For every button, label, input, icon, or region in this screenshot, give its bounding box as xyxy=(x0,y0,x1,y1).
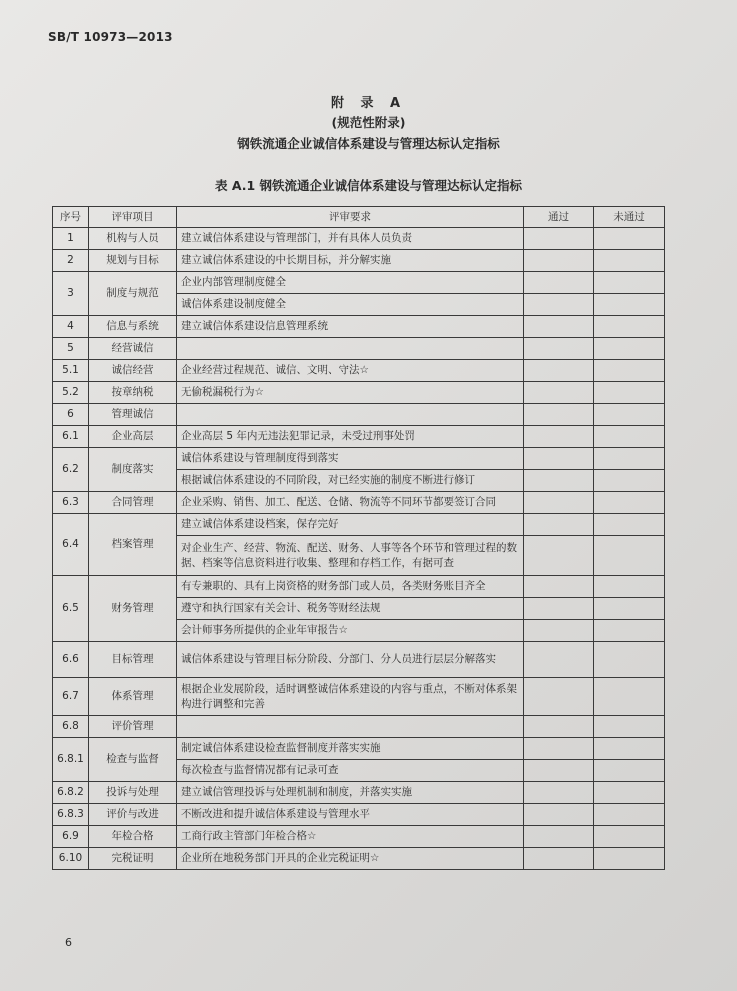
review-item: 信息与系统 xyxy=(89,316,177,338)
row-number: 6.3 xyxy=(53,492,89,514)
row-number: 6.8.2 xyxy=(53,782,89,804)
table-row xyxy=(53,426,665,448)
table-row xyxy=(53,382,665,404)
fail-cell[interactable] xyxy=(594,716,665,738)
pass-cell[interactable] xyxy=(524,826,594,848)
fail-cell[interactable] xyxy=(594,536,665,576)
review-requirement: 诚信体系建设制度健全 xyxy=(177,294,524,316)
review-requirement: 企业内部管理制度健全 xyxy=(177,272,524,294)
pass-cell[interactable] xyxy=(524,738,594,760)
pass-cell[interactable] xyxy=(524,782,594,804)
review-requirement: 建立诚信管理投诉与处理机制和制度，并落实实施 xyxy=(177,782,524,804)
table-row xyxy=(53,642,665,678)
pass-cell[interactable] xyxy=(524,272,594,294)
pass-cell[interactable] xyxy=(524,804,594,826)
review-requirement: 工商行政主管部门年检合格☆ xyxy=(177,826,524,848)
review-item: 机构与人员 xyxy=(89,228,177,250)
table-row xyxy=(53,826,665,848)
header-fail: 未通过 xyxy=(594,207,665,228)
review-requirement: 根据企业发展阶段，适时调整诚信体系建设的内容与重点，不断对体系架构进行调整和完善 xyxy=(177,678,524,716)
header-pass: 通过 xyxy=(524,207,594,228)
review-item: 评价管理 xyxy=(89,716,177,738)
review-requirement xyxy=(177,338,524,360)
review-item: 档案管理 xyxy=(89,514,177,576)
row-number: 1 xyxy=(53,228,89,250)
review-item: 合同管理 xyxy=(89,492,177,514)
pass-cell[interactable] xyxy=(524,404,594,426)
table-header-row xyxy=(53,207,665,228)
table-row xyxy=(53,404,665,426)
table-row xyxy=(53,448,665,470)
review-item: 制度与规范 xyxy=(89,272,177,316)
table-body xyxy=(53,228,665,870)
table-row xyxy=(53,272,665,294)
review-item: 按章纳税 xyxy=(89,382,177,404)
fail-cell[interactable] xyxy=(594,826,665,848)
review-requirement: 对企业生产、经营、物流、配送、财务、人事等各个环节和管理过程的数据、档案等信息资料进行收集、整理和存档工作，有据可查 xyxy=(177,536,524,576)
pass-cell[interactable] xyxy=(524,228,594,250)
fail-cell[interactable] xyxy=(594,470,665,492)
table-title: 表 A.1 钢铁流通企业诚信体系建设与管理达标认定指标 xyxy=(214,178,523,193)
table-row xyxy=(53,250,665,272)
fail-cell[interactable] xyxy=(594,738,665,760)
fail-cell[interactable] xyxy=(594,642,665,678)
review-requirement: 诚信体系建设与管理目标分阶段、分部门、分人员进行层层分解落实 xyxy=(177,642,524,678)
row-number: 6.5 xyxy=(53,576,89,642)
review-requirement: 建立诚信体系建设信息管理系统 xyxy=(177,316,524,338)
review-requirement: 每次检查与监督情况都有记录可查 xyxy=(177,760,524,782)
review-item: 评价与改进 xyxy=(89,804,177,826)
table-row xyxy=(53,848,665,870)
standard-code: SB/T 10973—2013 xyxy=(48,30,173,44)
pass-cell[interactable] xyxy=(524,716,594,738)
pass-cell[interactable] xyxy=(524,642,594,678)
pass-cell[interactable] xyxy=(524,294,594,316)
review-requirement: 诚信体系建设与管理制度得到落实 xyxy=(177,448,524,470)
fail-cell[interactable] xyxy=(594,492,665,514)
appendix-type: (规范性附录) xyxy=(331,115,406,130)
row-number: 5 xyxy=(53,338,89,360)
header-item: 评审项目 xyxy=(89,207,177,228)
fail-cell[interactable] xyxy=(594,338,665,360)
review-item: 规划与目标 xyxy=(89,250,177,272)
appendix-heading: 钢铁流通企业诚信体系建设与管理达标认定指标 xyxy=(237,136,500,151)
fail-cell[interactable] xyxy=(594,848,665,870)
fail-cell[interactable] xyxy=(594,620,665,642)
table-row xyxy=(53,678,665,716)
fail-cell[interactable] xyxy=(594,294,665,316)
review-item: 体系管理 xyxy=(89,678,177,716)
row-number: 6.8.1 xyxy=(53,738,89,782)
table-row xyxy=(53,492,665,514)
fail-cell[interactable] xyxy=(594,760,665,782)
review-requirement: 建立诚信体系建设档案，保存完好 xyxy=(177,514,524,536)
pass-cell[interactable] xyxy=(524,492,594,514)
pass-cell[interactable] xyxy=(524,470,594,492)
review-requirement xyxy=(177,716,524,738)
table-row xyxy=(53,514,665,536)
pass-cell[interactable] xyxy=(524,250,594,272)
review-item: 目标管理 xyxy=(89,642,177,678)
review-requirement: 制定诚信体系建设检查监督制度并落实实施 xyxy=(177,738,524,760)
review-requirement: 会计师事务所提供的企业年审报告☆ xyxy=(177,620,524,642)
review-item: 企业高层 xyxy=(89,426,177,448)
review-requirement: 有专兼职的、具有上岗资格的财务部门或人员，各类财务账目齐全 xyxy=(177,576,524,598)
table-row xyxy=(53,576,665,598)
fail-cell[interactable] xyxy=(594,514,665,536)
pass-cell[interactable] xyxy=(524,514,594,536)
header-no: 序号 xyxy=(53,207,89,228)
pass-cell[interactable] xyxy=(524,620,594,642)
table-row xyxy=(53,228,665,250)
review-requirement: 建立诚信体系建设的中长期目标，并分解实施 xyxy=(177,250,524,272)
table-row xyxy=(53,338,665,360)
row-number: 5.2 xyxy=(53,382,89,404)
fail-cell[interactable] xyxy=(594,360,665,382)
review-item: 管理诚信 xyxy=(89,404,177,426)
page-number: 6 xyxy=(65,936,72,949)
row-number: 6.6 xyxy=(53,642,89,678)
fail-cell[interactable] xyxy=(594,272,665,294)
row-number: 6.7 xyxy=(53,678,89,716)
row-number: 6 xyxy=(53,404,89,426)
table-row xyxy=(53,316,665,338)
fail-cell[interactable] xyxy=(594,576,665,598)
review-requirement: 建立诚信体系建设与管理部门，并有具体人员负责 xyxy=(177,228,524,250)
fail-cell[interactable] xyxy=(594,404,665,426)
row-number: 4 xyxy=(53,316,89,338)
review-item: 年检合格 xyxy=(89,826,177,848)
table-row xyxy=(53,738,665,760)
row-number: 2 xyxy=(53,250,89,272)
fail-cell[interactable] xyxy=(594,782,665,804)
review-requirement: 遵守和执行国家有关会计、税务等财经法规 xyxy=(177,598,524,620)
pass-cell[interactable] xyxy=(524,536,594,576)
review-requirement: 根据诚信体系建设的不同阶段，对已经实施的制度不断进行修订 xyxy=(177,470,524,492)
pass-cell[interactable] xyxy=(524,338,594,360)
review-requirement: 企业所在地税务部门开具的企业完税证明☆ xyxy=(177,848,524,870)
fail-cell[interactable] xyxy=(594,804,665,826)
review-item: 完税证明 xyxy=(89,848,177,870)
review-requirement xyxy=(177,404,524,426)
pass-cell[interactable] xyxy=(524,598,594,620)
fail-cell[interactable] xyxy=(594,382,665,404)
pass-cell[interactable] xyxy=(524,760,594,782)
table-row xyxy=(53,782,665,804)
fail-cell[interactable] xyxy=(594,448,665,470)
review-item: 制度落实 xyxy=(89,448,177,492)
review-item: 投诉与处理 xyxy=(89,782,177,804)
row-number: 6.8 xyxy=(53,716,89,738)
pass-cell[interactable] xyxy=(524,316,594,338)
table-row xyxy=(53,716,665,738)
header-requirement: 评审要求 xyxy=(177,207,524,228)
row-number: 6.1 xyxy=(53,426,89,448)
fail-cell[interactable] xyxy=(594,228,665,250)
row-number: 6.9 xyxy=(53,826,89,848)
row-number: 6.10 xyxy=(53,848,89,870)
criteria-table xyxy=(52,206,665,870)
table-row xyxy=(53,804,665,826)
fail-cell[interactable] xyxy=(594,678,665,716)
pass-cell[interactable] xyxy=(524,678,594,716)
fail-cell[interactable] xyxy=(594,250,665,272)
row-number: 5.1 xyxy=(53,360,89,382)
appendix-title: 附 录 A xyxy=(330,96,407,111)
pass-cell[interactable] xyxy=(524,848,594,870)
row-number: 6.8.3 xyxy=(53,804,89,826)
fail-cell[interactable] xyxy=(594,426,665,448)
review-item: 财务管理 xyxy=(89,576,177,642)
fail-cell[interactable] xyxy=(594,598,665,620)
review-item: 经营诚信 xyxy=(89,338,177,360)
fail-cell[interactable] xyxy=(594,316,665,338)
review-requirement: 不断改进和提升诚信体系建设与管理水平 xyxy=(177,804,524,826)
pass-cell[interactable] xyxy=(524,382,594,404)
pass-cell[interactable] xyxy=(524,360,594,382)
row-number: 6.2 xyxy=(53,448,89,492)
row-number: 3 xyxy=(53,272,89,316)
table-row xyxy=(53,360,665,382)
review-item: 检查与监督 xyxy=(89,738,177,782)
review-requirement: 企业高层 5 年内无违法犯罪记录，未受过刑事处罚 xyxy=(177,426,524,448)
review-requirement: 企业经营过程规范、诚信、文明、守法☆ xyxy=(177,360,524,382)
pass-cell[interactable] xyxy=(524,426,594,448)
review-item: 诚信经营 xyxy=(89,360,177,382)
pass-cell[interactable] xyxy=(524,576,594,598)
pass-cell[interactable] xyxy=(524,448,594,470)
row-number: 6.4 xyxy=(53,514,89,576)
review-requirement: 企业采购、销售、加工、配送、仓储、物流等不同环节都要签订合同 xyxy=(177,492,524,514)
review-requirement: 无偷税漏税行为☆ xyxy=(177,382,524,404)
